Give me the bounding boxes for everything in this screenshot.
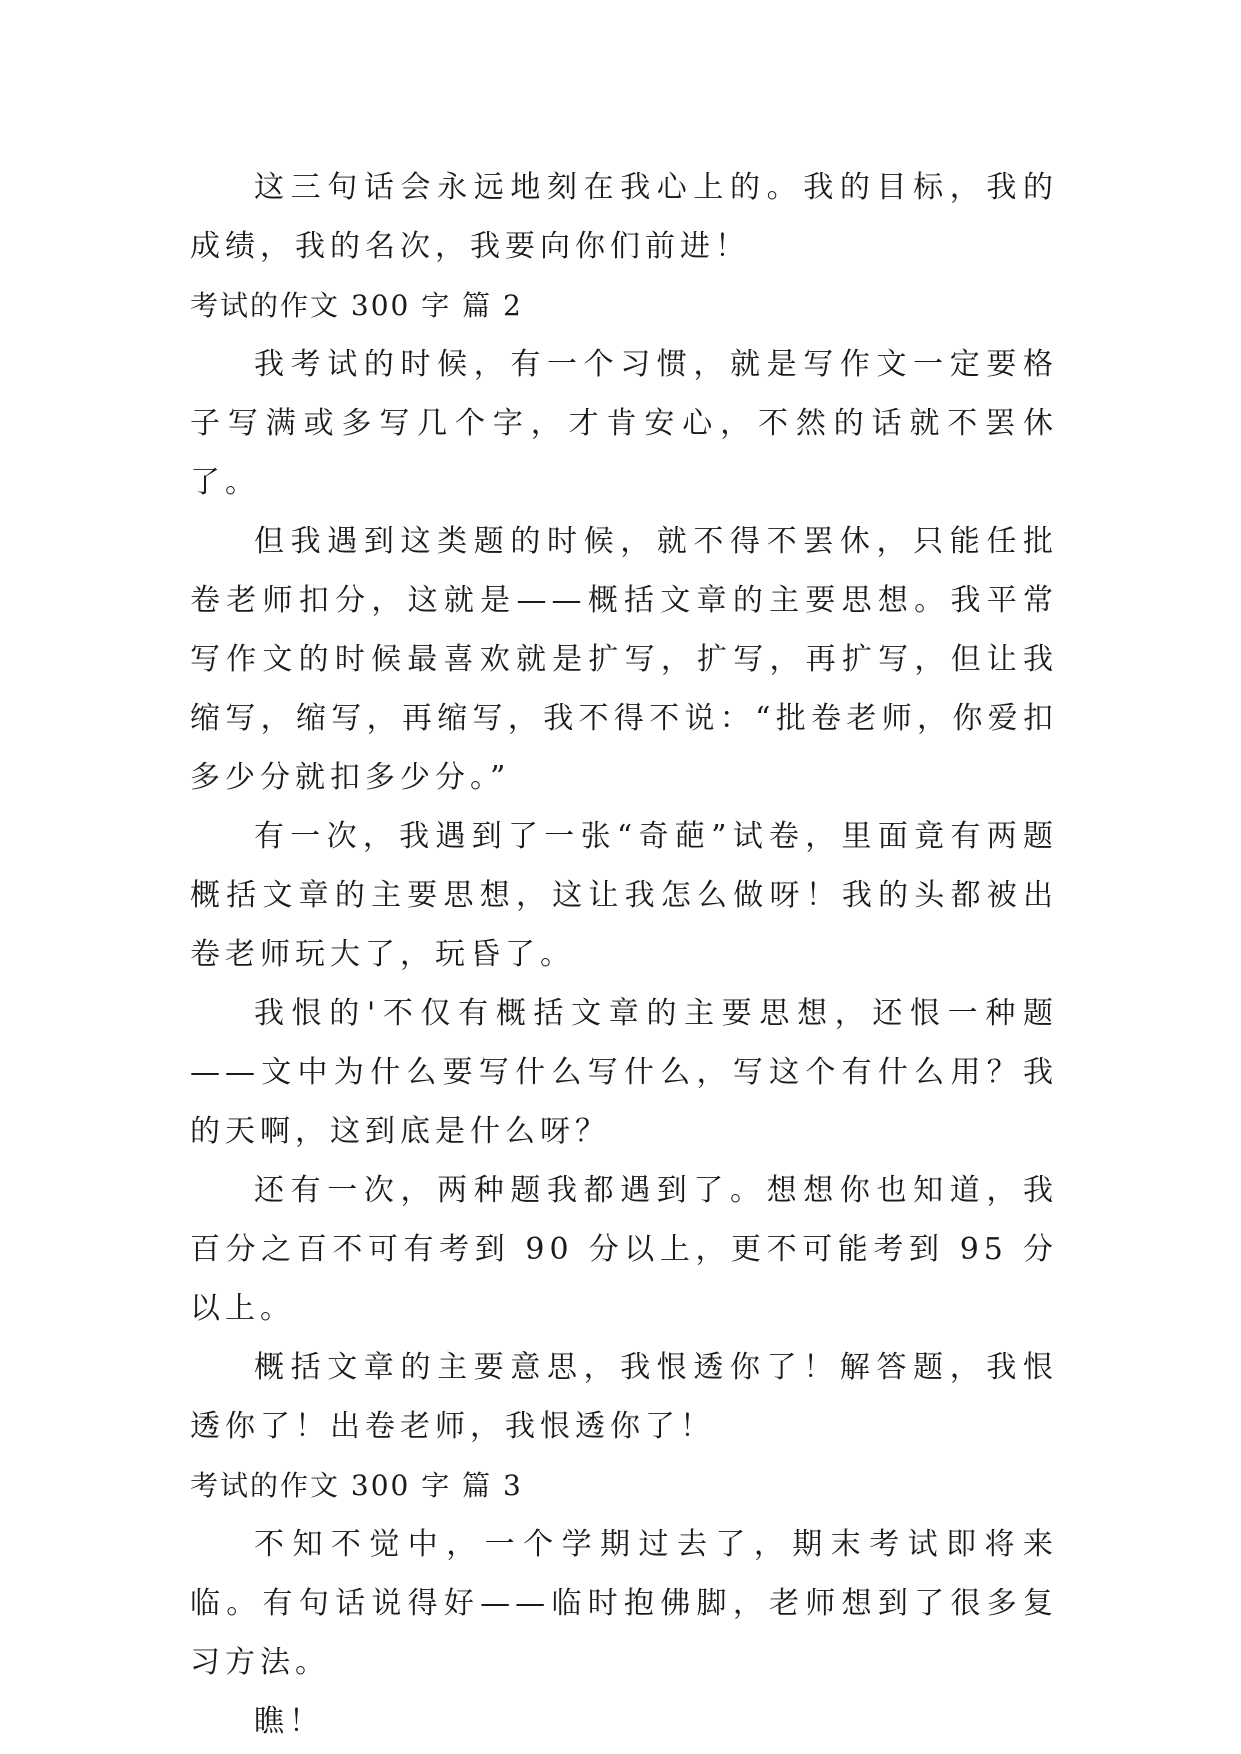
paragraph: 我恨的'不仅有概括文章的主要思想，还恨一种题——文中为什么要写什么写什么，写这个有什么用？我的天啊，这到底是什么呀？ [190,996,1058,1149]
document-body [190,158,1058,1751]
section-heading: 考试的作文 300 字 篇 2 [190,289,523,322]
paragraph: 但我遇到这类题的时候，就不得不罢休，只能任批卷老师扣分，这就是——概括文章的主要思想。我平常写作文的时候最喜欢就是扩写，扩写，再扩写，但让我缩写，缩写，再缩写，我不得不说：“批卷老师，你爱扣多少分就扣多少分。” [190,524,1058,795]
paragraph: 瞧！ [254,1704,324,1739]
paragraph: 这三句话会永远地刻在我心上的。我的目标，我的成绩，我的名次，我要向你们前进！ [190,170,1058,264]
paragraph: 还有一次，两种题我都遇到了。想想你也知道，我百分之百不可有考到 90 分以上，更不可能考到 95 分以上。 [190,1173,1058,1326]
paragraph: 不知不觉中，一个学期过去了，期末考试即将来临。有句话说得好——临时抱佛脚，老师想到了很多复习方法。 [190,1527,1058,1680]
section-heading: 考试的作文 300 字 篇 3 [190,1469,523,1502]
paragraph: 我考试的时候，有一个习惯，就是写作文一定要格子写满或多写几个字，才肯安心，不然的话就不罢休了。 [190,347,1058,500]
paragraph: 概括文章的主要意思，我恨透你了！解答题，我恨透你了！出卷老师，我恨透你了！ [190,1350,1058,1444]
paragraph: 有一次，我遇到了一张“奇葩”试卷，里面竟有两题概括文章的主要思想，这让我怎么做呀！我的头都被出卷老师玩大了，玩昏了。 [190,819,1058,972]
